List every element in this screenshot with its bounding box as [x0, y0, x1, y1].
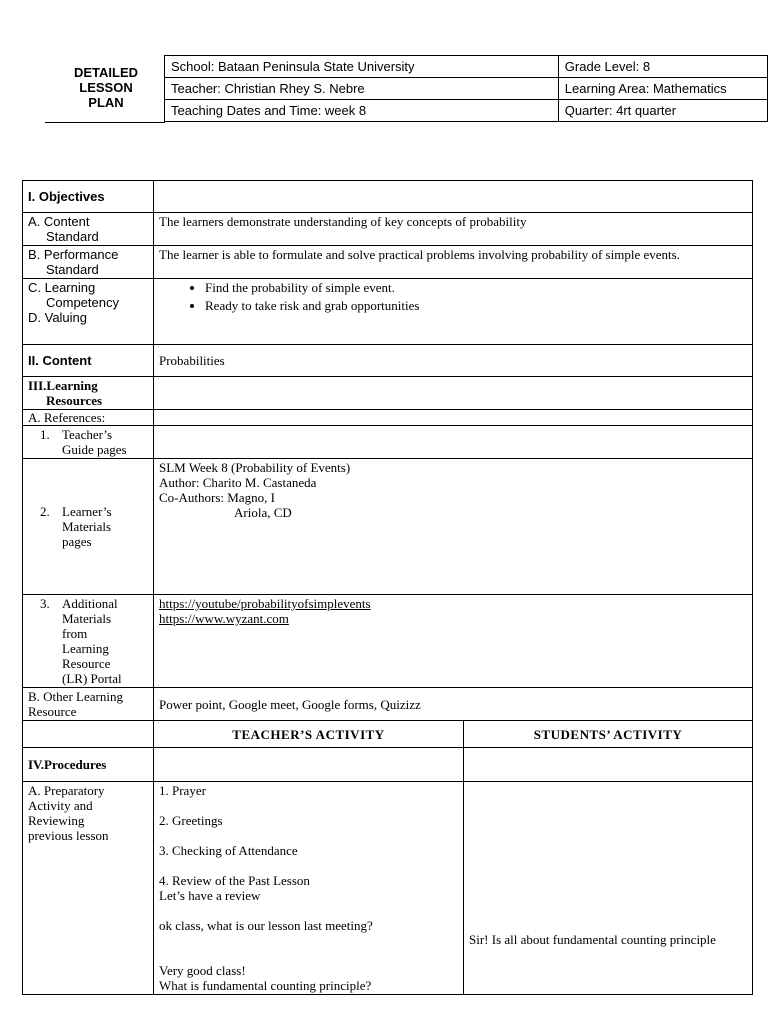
label-line: Activity and: [28, 798, 93, 813]
content-heading: II. Content: [23, 345, 154, 377]
label-line: Standard: [46, 229, 99, 244]
label-line: Materials: [62, 611, 112, 626]
label-line: C. Learning: [28, 280, 96, 295]
text-line: Ariola, CD: [234, 505, 292, 520]
youtube-link[interactable]: https://youtube/probabilityofsimplevents: [159, 596, 371, 611]
references-label: A. References:: [23, 410, 154, 426]
label-line: Reviewing: [28, 813, 85, 828]
content-row: [23, 345, 753, 377]
grade-level-cell: Grade Level: 8: [558, 56, 767, 78]
label-line: Guide pages: [62, 442, 127, 457]
text-line: Let’s have a review: [159, 888, 261, 903]
procedures-row: [23, 748, 753, 782]
teachers-activity-header: TEACHER’S ACTIVITY: [154, 721, 464, 748]
other-resource-text: Power point, Google meet, Google forms, Quizizz: [154, 688, 753, 721]
label-line: Resource: [28, 704, 77, 719]
objectives-row: [23, 181, 753, 213]
label-line: Additional: [62, 596, 118, 611]
competency-label: [23, 279, 154, 345]
content-standard-label: [23, 213, 154, 246]
resources-empty-cell: [154, 377, 753, 410]
bullet-item: • Find the probability of simple event.: [205, 280, 747, 295]
teaching-dates-cell: Teaching Dates and Time: week 8: [165, 100, 559, 122]
title-line: DETAILED: [73, 65, 139, 80]
label-line: from: [62, 626, 88, 641]
bullet-item: • Ready to take risk and grab opportunities: [205, 298, 747, 313]
quarter-cell: Quarter: 4rt quarter: [558, 100, 767, 122]
teachers-guide-label: [23, 426, 154, 459]
text-line: What is fundamental counting principle?: [159, 978, 372, 993]
preparatory-activity-row: [23, 782, 753, 995]
label-line: pages: [62, 534, 92, 549]
resources-heading: [23, 377, 154, 410]
learners-materials-row: [23, 459, 753, 595]
label-line: A. Preparatory: [28, 783, 105, 798]
activity-header-row: [23, 721, 753, 748]
additional-materials-links: [154, 595, 753, 688]
learners-materials-label: [23, 459, 154, 595]
school-cell: School: Bataan Peninsula State University: [165, 56, 559, 78]
label-line: Learning: [62, 641, 109, 656]
label-line: Teacher’s: [62, 427, 113, 442]
references-row: [23, 410, 753, 426]
resources-row: [23, 377, 753, 410]
label-line: previous lesson: [28, 828, 109, 843]
lesson-plan-title: [60, 65, 152, 110]
text-line: 4. Review of the Past Lesson: [159, 873, 310, 888]
lesson-plan-table: [22, 180, 753, 995]
preparatory-activity-label: [23, 782, 154, 995]
content-standard-text: The learners demonstrate understanding of key concepts of probability: [154, 213, 753, 246]
label-line: Resource: [62, 656, 111, 671]
additional-materials-label: [23, 595, 154, 688]
text-line: ok class, what is our lesson last meeting?: [159, 918, 373, 933]
list-number: 3.: [40, 596, 50, 611]
label-line: Standard: [46, 262, 99, 277]
header-divider: [45, 122, 165, 123]
student-answer: Sir! Is all about fundamental counting principle: [469, 932, 716, 947]
teachers-guide-empty-cell: [154, 426, 753, 459]
label-line: Resources: [46, 393, 103, 408]
student-activity-cell: [464, 782, 753, 995]
performance-standard-text: The learner is able to formulate and solve practical problems involving probability of simple events.: [154, 246, 753, 279]
additional-materials-row: [23, 595, 753, 688]
header-info-table: [164, 55, 768, 122]
content-standard-row: [23, 213, 753, 246]
text-line: Author: Charito M. Castaneda: [159, 475, 317, 490]
list-number: 2.: [40, 504, 50, 519]
performance-standard-label: [23, 246, 154, 279]
teacher-cell: Teacher: Christian Rhey S. Nebre: [165, 78, 559, 100]
text-line: 1. Prayer: [159, 783, 206, 798]
text-line: SLM Week 8 (Probability of Events): [159, 460, 351, 475]
content-text: Probabilities: [154, 345, 753, 377]
procedures-student-empty: [464, 748, 753, 782]
learners-materials-text: [154, 459, 753, 595]
label-line: B. Other Learning: [28, 689, 123, 704]
performance-standard-row: [23, 246, 753, 279]
competency-row: [23, 279, 753, 345]
label-line: A. Content: [28, 214, 90, 229]
text-line: 2. Greetings: [159, 813, 223, 828]
label-line: (LR) Portal: [62, 671, 122, 686]
label-line: III.Learning: [28, 378, 98, 393]
text-line: Very good class!: [159, 963, 246, 978]
procedures-heading: IV.Procedures: [23, 748, 154, 782]
label-line: D. Valuing: [28, 310, 88, 325]
learning-area-cell: Learning Area: Mathematics: [558, 78, 767, 100]
title-line: PLAN: [88, 95, 124, 110]
teachers-guide-row: [23, 426, 753, 459]
label-line: Materials: [62, 519, 112, 534]
title-line: LESSON: [79, 80, 133, 95]
wyzant-link[interactable]: https://www.wyzant.com: [159, 611, 289, 626]
label-line: Learner’s: [62, 504, 112, 519]
objectives-heading: I. Objectives: [23, 181, 154, 213]
text-line: Co-Authors: Magno, I: [159, 490, 275, 505]
teacher-activity-cell: [154, 782, 464, 995]
other-resource-label: [23, 688, 154, 721]
list-number: 1.: [40, 427, 50, 442]
label-line: B. Performance: [28, 247, 119, 262]
other-resource-row: [23, 688, 753, 721]
objectives-empty-cell: [154, 181, 753, 213]
students-activity-header: STUDENTS’ ACTIVITY: [464, 721, 753, 748]
competency-bullets: [154, 279, 753, 345]
text-line: 3. Checking of Attendance: [159, 843, 298, 858]
references-empty-cell: [154, 410, 753, 426]
procedures-teacher-empty: [154, 748, 464, 782]
label-line: Competency: [46, 295, 119, 310]
activity-header-empty-cell: [23, 721, 154, 748]
